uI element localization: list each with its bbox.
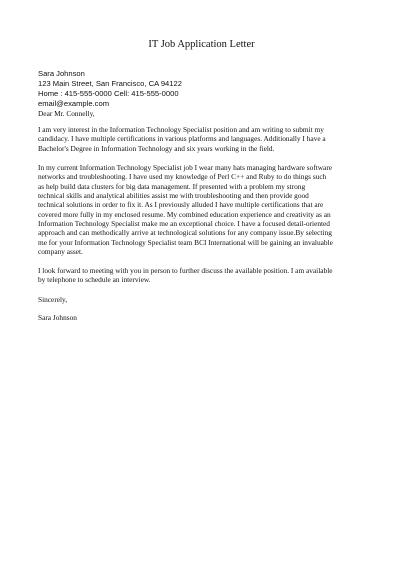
text-line: I look forward to meeting with you in person to further discuss the available position. I am available — [38, 266, 333, 275]
text-line: networks and troubleshooting. I have used my knowledge of Perl C++ and Ruby to do things such — [38, 172, 327, 182]
text-line: technical skills and analytical abilities assist me with troubleshooting and then provide good — [38, 191, 309, 201]
sender-name: Sara Johnson — [38, 69, 85, 78]
text-line: company asset. — [38, 247, 83, 257]
complimentary-close: Sincerely, — [38, 295, 68, 304]
text-line: by telephone to schedule an interview. — [38, 275, 151, 285]
salutation: Dear Mr. Connelly, — [38, 109, 95, 118]
text-line: candidacy. I have multiple certifications in various platforms and languages. Additionally I have a — [38, 134, 326, 144]
text-line: covered more fully in my enclosed resume. My combined education experience and creativity as an — [38, 209, 331, 219]
text-line: approach and can methodically arrive at technological solutions for any company issue.By selecting — [38, 228, 332, 238]
paragraph-intro — [38, 125, 368, 153]
sender-address: 123 Main Street, San Francisco, CA 94122 — [38, 79, 182, 88]
text-line: Bachelor's Degree in Information Technology and six years working in the field. — [38, 143, 275, 153]
paragraph-closing — [38, 266, 368, 285]
paragraph-experience — [38, 163, 368, 256]
text-line: me for your Information Technology Specialist team BCI International will be gaining an invaluable — [38, 237, 333, 247]
sender-phones: Home : 415-555-0000 Cell: 415-555-0000 — [38, 89, 179, 98]
text-line: Information Technology Specialist make me an exceptional choice. I have a focused detail-oriented — [38, 219, 330, 229]
sender-block — [38, 69, 182, 109]
sender-email: email@example.com — [38, 99, 110, 108]
text-line: In my current Information Technology Specialist job I wear many hats managing hardware software — [38, 163, 333, 172]
page-title: IT Job Application Letter — [148, 39, 255, 50]
signature-name: Sara Johnson — [38, 313, 77, 322]
text-line: technical solutions in order to fix it. As I previously alluded I have multiple certifications that are — [38, 200, 324, 210]
text-line: as help build data clusters for big data management. If presented with a problem my strong — [38, 181, 306, 191]
text-line: I am very interest in the Information Technology Specialist position and am writing to submit my — [38, 125, 324, 134]
